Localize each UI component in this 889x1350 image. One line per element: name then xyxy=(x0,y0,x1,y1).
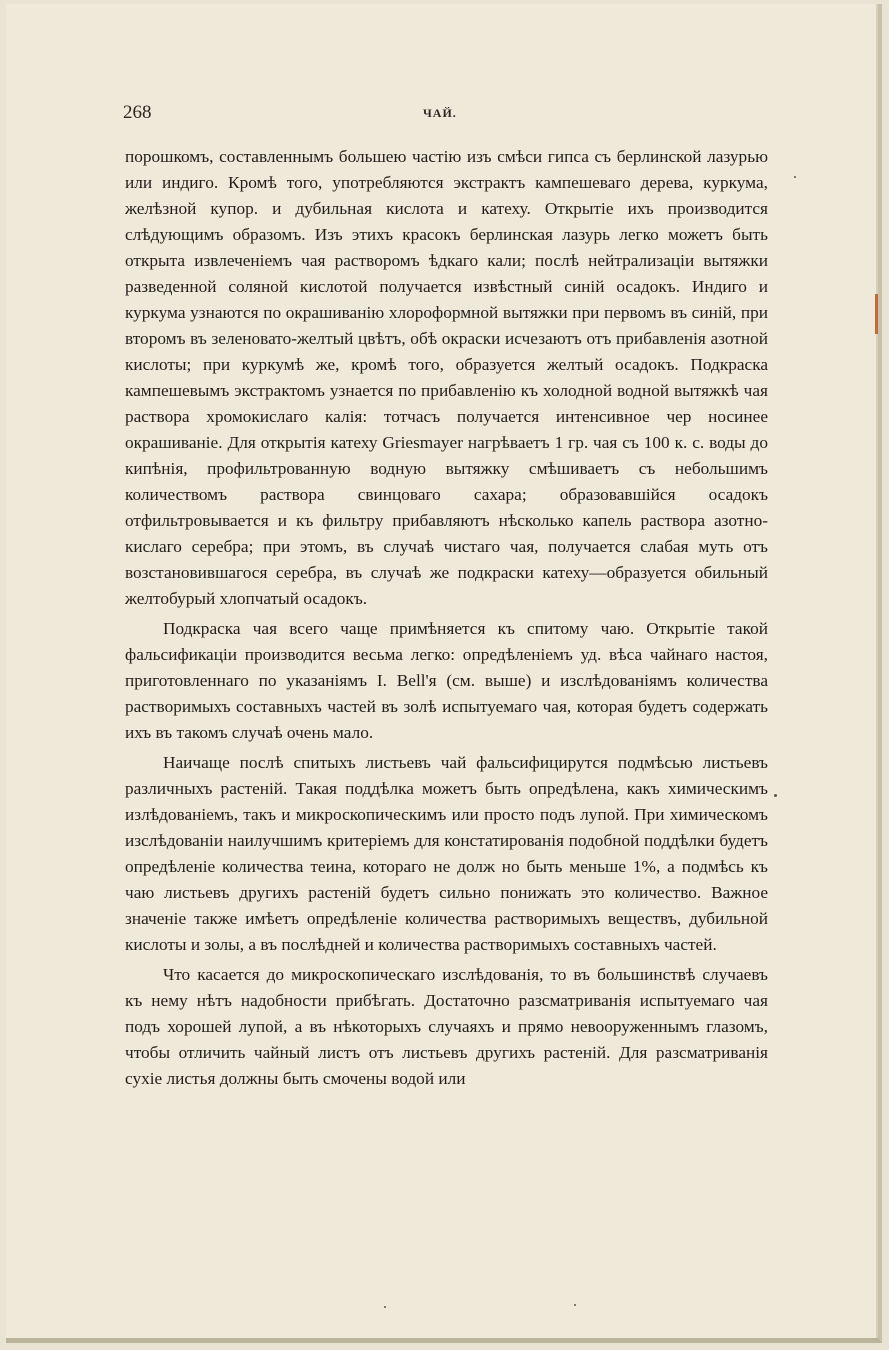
print-speck xyxy=(574,1304,576,1306)
running-title: ЧАЙ. xyxy=(423,106,457,120)
body-text xyxy=(125,144,768,1096)
paragraph-4: Что касается до микроскопическаго изслѣдованія, то въ большинствѣ случаевъ къ нему нѣтъ надобности прибѣгать. Достаточно разсматриванія испытуемаго чая подъ хорошей лупой, а въ нѣкоторыхъ случаяхъ и прямо невооруженнымъ глазомъ, чтобы отличить чайный листъ отъ листьевъ другихъ растеній. Для разсматриванія сухіе листья должны быть смочены водой или xyxy=(125,965,768,1088)
page-number: 268 xyxy=(123,102,152,123)
page-edge-mark xyxy=(875,294,878,334)
paragraph-1: порошкомъ, составленнымъ большею частію изъ смѣси гипса съ берлинской лазурью или индиго. Кромѣ того, употребляются экстрактъ кампешеваго дерева, куркума, желѣзной купор. и дубильная кислота и катеху. Открытіе ихъ производится слѣдующимъ образомъ. Изъ этихъ красокъ берлинская лазурь легко можетъ быть открыта извлеченіемъ чая растворомъ ѣдкаго кали; послѣ нейтрализаціи вытяжки разведенной соляной кислотой получается извѣстный синій осадокъ. Индиго и куркума узнаются по окрашиванію хлороформной вытяжки при первомъ въ синій, при второмъ въ зеленовато-желтый цвѣтъ, обѣ окраски исчезаютъ отъ прибавленія азотной кислоты; при куркумѣ же, кромѣ того, образуется желтый осадокъ. Подкраска кампешевымъ экстрактомъ узнается по прибавленію къ холодной водной вытяжкѣ чая раствора хромокислаго калія: тотчасъ получается интенсивное чер носинее окрашиваніе. Для открытія катеху Griesmayer нагрѣваетъ 1 гр. чая съ 100 к. с. воды до кипѣнія, профильтрованную водную вытяжку смѣшиваетъ съ небольшимъ количествомъ раствора свинцоваго сахара; образовавшійся осадокъ отфильтровывается и къ фильтру прибавляютъ нѣсколько капель раствора азотно-кислаго серебра; при этомъ, въ случаѣ чистаго чая, получается слабая муть отъ возстановившагося серебра, въ случаѣ же подкраски катеху—образуется обильный желтобурый хлопчатый осадокъ. xyxy=(125,147,768,608)
paragraph-2: Подкраска чая всего чаще примѣняется къ спитому чаю. Открытіе такой фальсификаціи производится весьма легко: опредѣленіемъ уд. вѣса чайнаго настоя, приготовленнаго по указаніямъ I. Bell'я (см. выше) и изслѣдованіямъ количества растворимыхъ составныхъ частей въ золѣ испытуемаго чая, которая будетъ содержать ихъ въ такомъ случаѣ очень мало. xyxy=(125,619,768,742)
page-header xyxy=(123,102,771,128)
paragraph-3: Наичаще послѣ спитыхъ листьевъ чай фальсифицирутся подмѣсью листьевъ различныхъ растеній. Такая поддѣлка можетъ быть опредѣлена, какъ химическимъ излѣдованіемъ, такъ и микроскопическимъ или просто подъ лупой. При химическомъ изслѣдованіи наилучшимъ критеріемъ для констатированія подобной поддѣлки будетъ опредѣленіе количества теина, котораго не долж но быть меньше 1%, а подмѣсь къ чаю листьевъ другихъ растеній будетъ сильно понижать это количество. Важное значеніе также имѣетъ опредѣленіе количества растворимыхъ веществъ, дубильной кислоты и золы, а въ послѣдней и количества растворимыхъ составныхъ частей. xyxy=(125,753,768,954)
print-speck xyxy=(384,1306,386,1308)
print-speck xyxy=(794,176,796,178)
print-speck xyxy=(774,794,777,797)
book-page xyxy=(6,4,882,1343)
